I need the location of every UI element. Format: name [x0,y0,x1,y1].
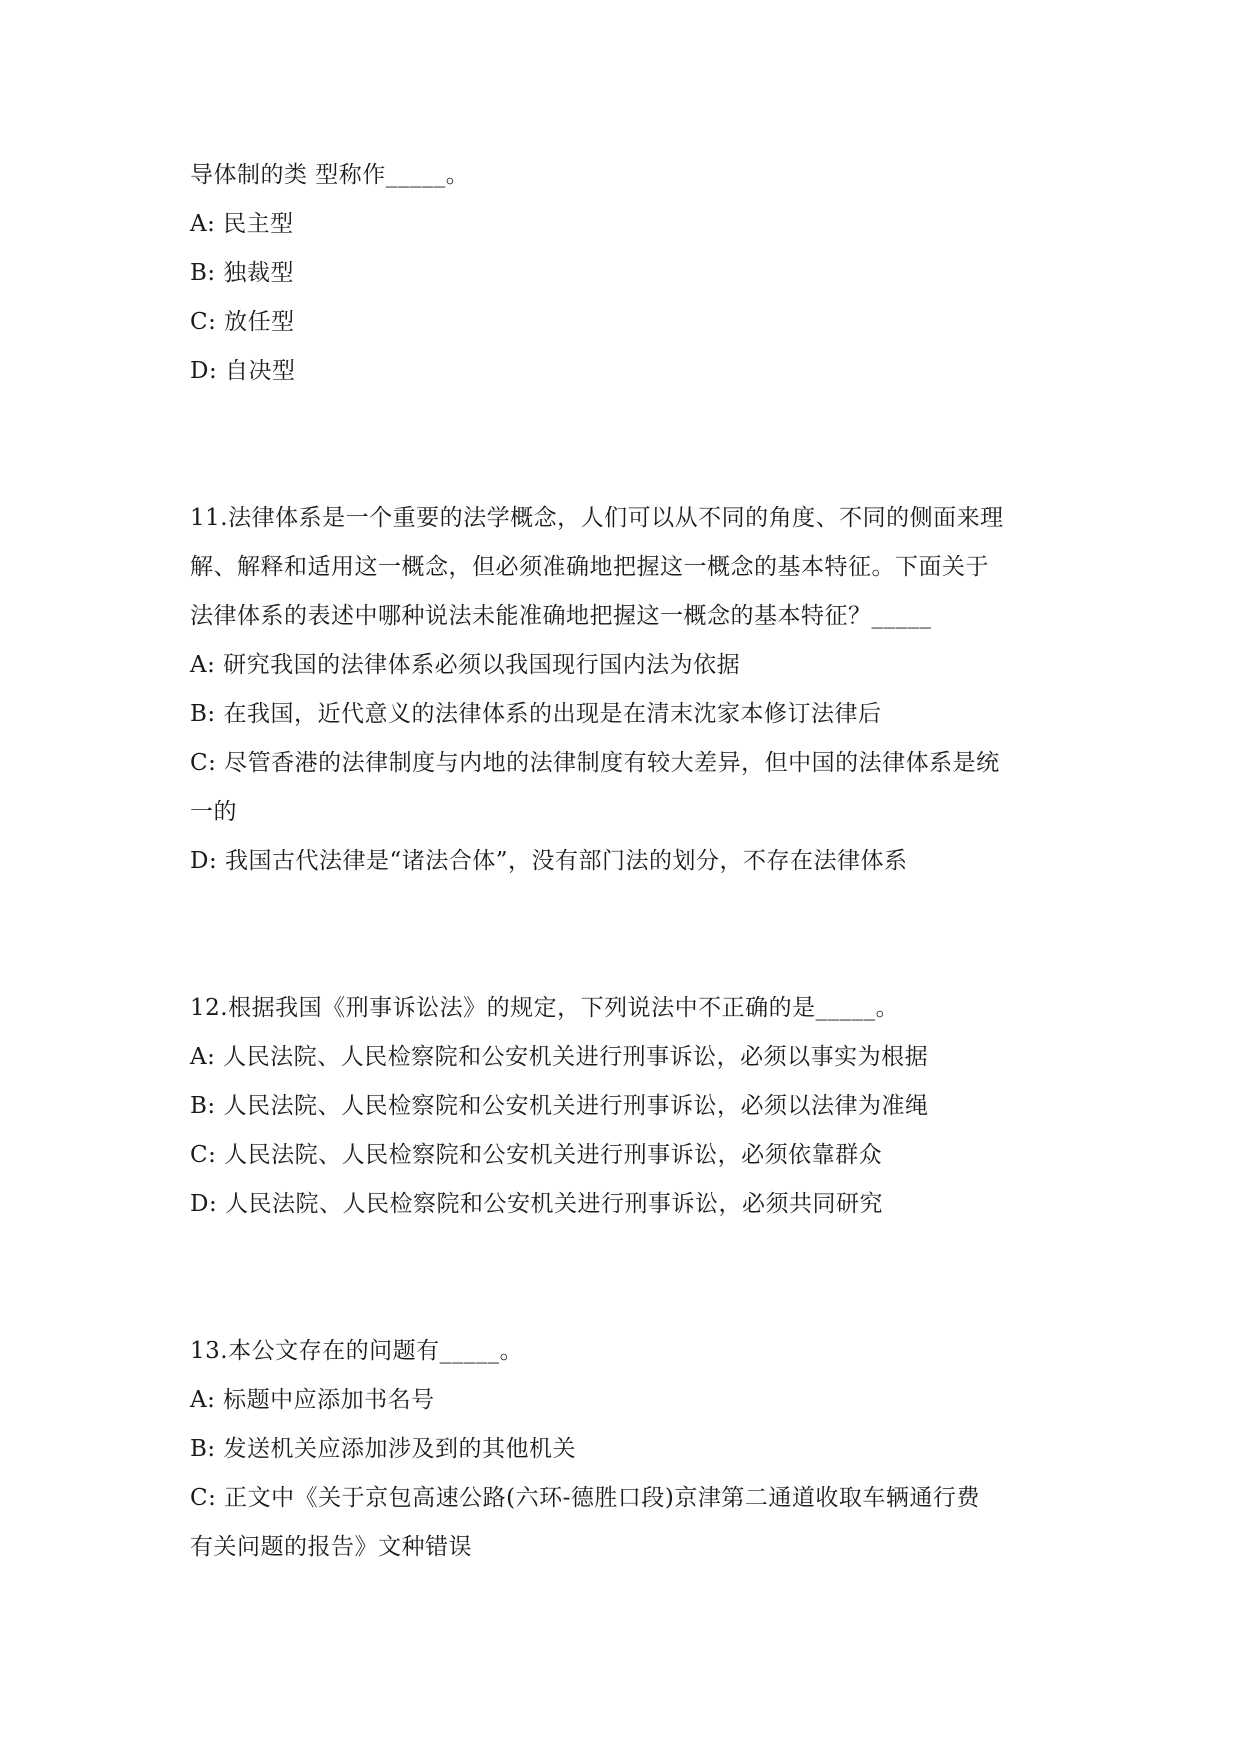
q11-stem-line-2: 解、解释和适用这一概念，但必须准确地把握这一概念的基本特征。下面关于 [190,554,989,580]
q12-option-d: D: 人民法院、人民检察院和公安机关进行刑事诉讼，必须共同研究 [190,1191,884,1217]
q12-option-c: C: 人民法院、人民检察院和公安机关进行刑事诉讼，必须依靠群众 [190,1142,883,1168]
q13-option-b: B: 发送机关应添加涉及到的其他机关 [190,1436,576,1462]
q12-option-b: B: 人民法院、人民检察院和公安机关进行刑事诉讼，必须以法律为准绳 [190,1093,929,1119]
q10-option-c: C: 放任型 [190,309,295,335]
q11-stem-line-1: 11.法律体系是一个重要的法学概念，人们可以从不同的角度、不同的侧面来理 [190,505,1004,531]
q11-option-c: C: 尽管香港的法律制度与内地的法律制度有较大差异，但中国的法律体系是统 [190,750,1000,776]
q12-option-a: A: 人民法院、人民检察院和公安机关进行刑事诉讼，必须以事实为根据 [190,1044,929,1070]
q13-option-c: C: 正文中《关于京包高速公路(六环-德胜口段)京津第二通道收取车辆通行费 [190,1485,980,1511]
q10-option-b: B: 独裁型 [190,260,294,286]
q13-stem: 13.本公文存在的问题有_____。 [190,1338,524,1364]
q11-option-b: B: 在我国，近代意义的法律体系的出现是在清末沈家本修订法律后 [190,701,882,727]
q11-option-d: D: 我国古代法律是“诸法合体”，没有部门法的划分，不存在法律体系 [190,848,908,874]
q10-option-a: A: 民主型 [190,211,294,237]
q11-option-c-continued: 一的 [190,799,237,825]
q10-stem-tail: 导体制的类 型称作_____。 [190,162,470,188]
q10-option-d: D: 自决型 [190,358,296,384]
q13-option-c-continued: 有关问题的报告》文种错误 [190,1534,472,1560]
q13-option-a: A: 标题中应添加书名号 [190,1387,435,1413]
q11-stem-line-3: 法律体系的表述中哪种说法未能准确地把握这一概念的基本特征？_____ [190,603,932,629]
q12-stem: 12.根据我国《刑事诉讼法》的规定，下列说法中不正确的是_____。 [190,995,900,1021]
q11-option-a: A: 研究我国的法律体系必须以我国现行国内法为依据 [190,652,741,678]
